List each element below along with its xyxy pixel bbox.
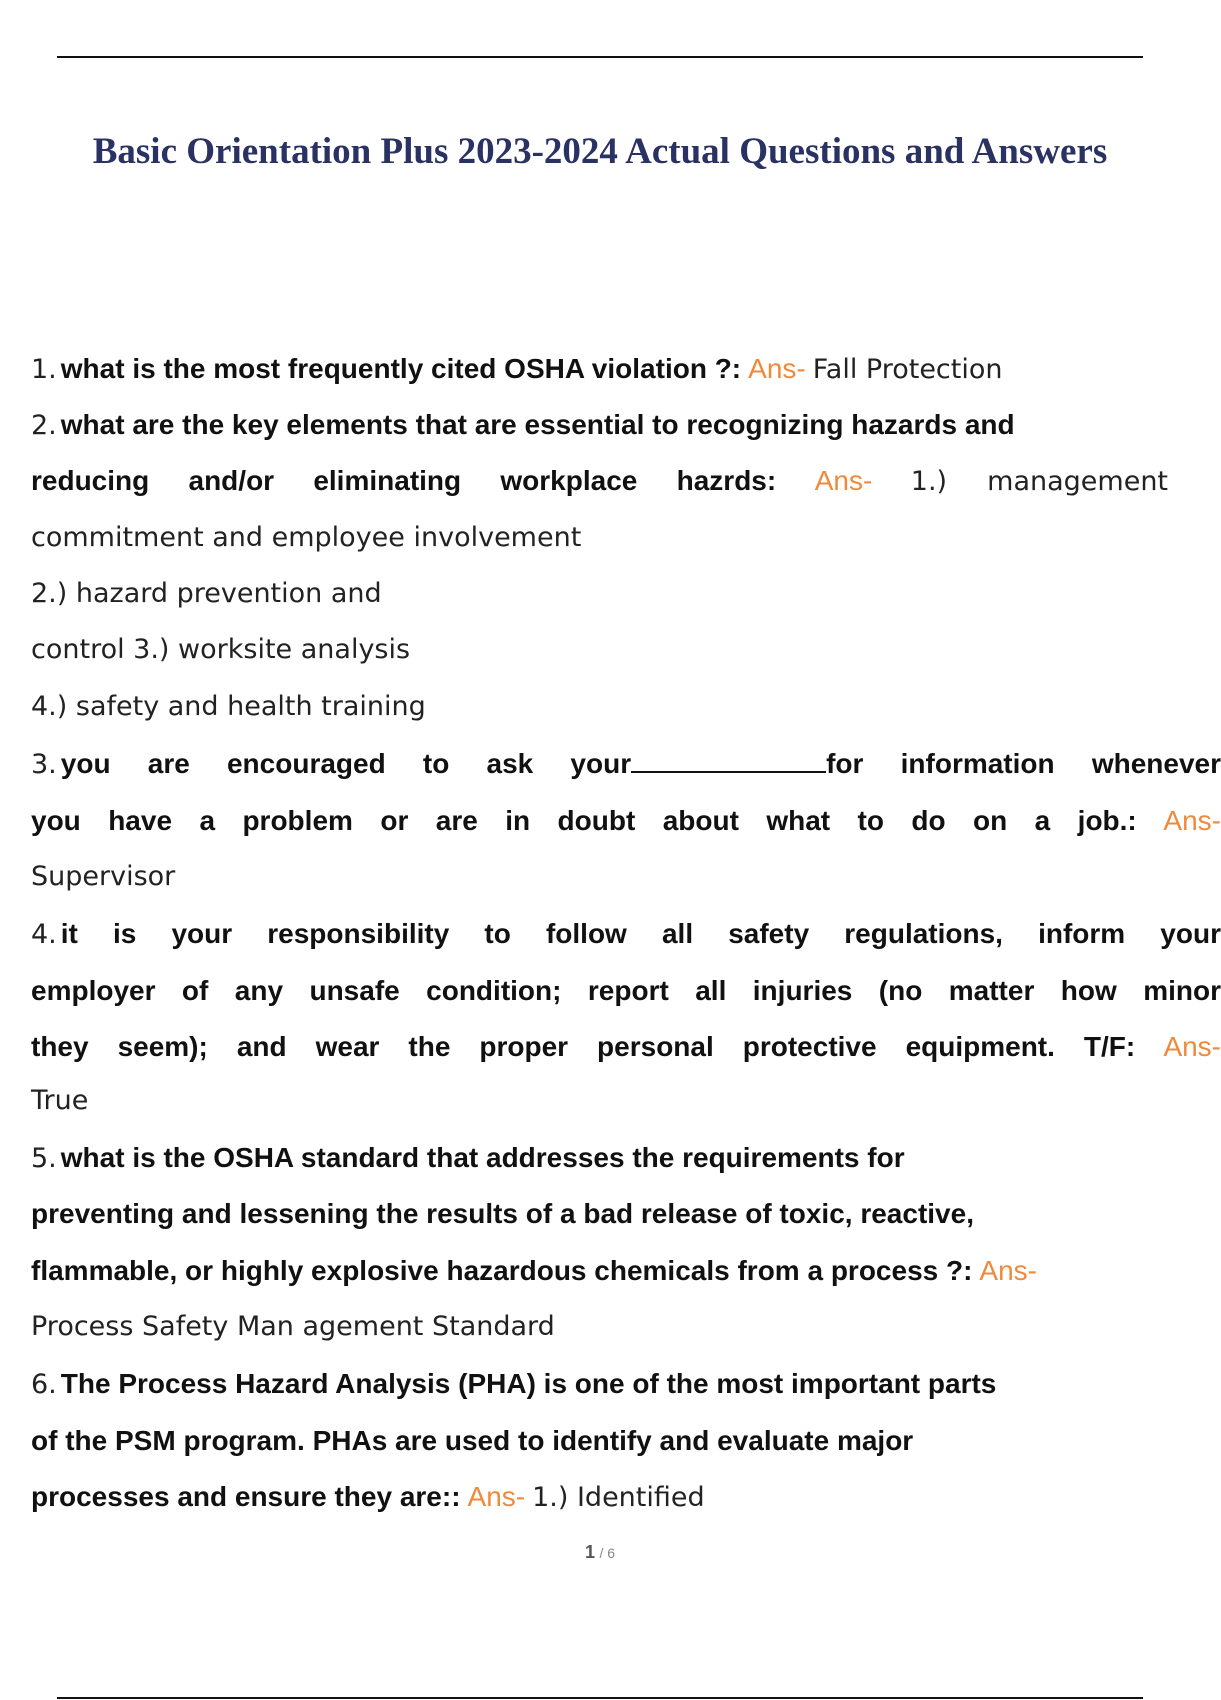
- q6-answer: 1.) Identified: [532, 1482, 705, 1513]
- q4-text: it is your responsibility to follow all safety regulations, inform your: [60, 918, 1221, 949]
- q6-number: 6.: [31, 1369, 57, 1400]
- q4-line-2: [31, 971, 1221, 1011]
- q3-number: 3.: [31, 749, 57, 780]
- q2-answer-line: [31, 574, 1168, 614]
- q2-answer: 4.) safety and health training: [31, 691, 426, 722]
- q2-text: reducing and/or eliminating workplace hazrds:: [31, 465, 777, 496]
- q1-answer: Fall Protection: [812, 354, 1003, 385]
- q5-text: flammable, or highly explosive hazardous chemicals from a process ?:: [31, 1255, 973, 1286]
- q2-line-2: [31, 461, 1168, 501]
- q5-answer: Process Safety Man agement Standard: [31, 1311, 555, 1342]
- q2-text: what are the key elements that are essential to recognizing hazards and: [60, 409, 1015, 440]
- q5-text: what is the OSHA standard that addresses the requirements for: [60, 1142, 905, 1173]
- q3-answer: Supervisor: [31, 861, 176, 892]
- q5-line-1: [31, 1138, 1168, 1178]
- q2-answer: 1.) management: [910, 466, 1169, 497]
- q6-text: processes and ensure they are::: [31, 1481, 461, 1512]
- q2-number: 2.: [31, 410, 57, 441]
- q6-text: of the PSM program. PHAs are used to identify and evaluate major: [31, 1425, 914, 1456]
- q4-line-1: [31, 914, 1221, 954]
- q6-text: The Process Hazard Analysis (PHA) is one of the most important parts: [60, 1368, 997, 1399]
- q6-line-3: [31, 1477, 1168, 1517]
- bottom-rule: [57, 1697, 1143, 1699]
- q3-line-2: [31, 801, 1221, 841]
- q5-text: preventing and lessening the results of a bad release of toxic, reactive,: [31, 1198, 974, 1229]
- fill-in-blank: [631, 745, 826, 773]
- q2-answer: commitment and employee involvement: [31, 522, 582, 553]
- q4-answer-line: [31, 1081, 1168, 1121]
- q6-line-1: [31, 1364, 1168, 1404]
- q3-text: you have a problem or are in doubt about what to do on a job.:: [31, 805, 1137, 836]
- q2-answer-line: [31, 687, 1168, 727]
- q1-line: [31, 349, 1168, 389]
- answer-label: Ans-: [748, 353, 806, 384]
- document-title: Basic Orientation Plus 2023-2024 Actual Questions and Answers: [92, 131, 1108, 172]
- q5-answer-line: [31, 1307, 1168, 1347]
- q3-answer-line: [31, 857, 1168, 897]
- q4-text: they seem); and wear the proper personal protective equipment. T/F:: [31, 1031, 1136, 1062]
- q5-line-3: [31, 1251, 1168, 1291]
- answer-label: Ans-: [979, 1255, 1037, 1286]
- current-page: 1: [584, 1542, 595, 1562]
- q4-text: employer of any unsafe condition; report all injuries (no matter how minor: [31, 975, 1221, 1006]
- q3-line-1: [31, 744, 1221, 784]
- q4-number: 4.: [31, 919, 57, 950]
- top-rule: [57, 56, 1143, 58]
- q1-text: what is the most frequently cited OSHA violation ?:: [60, 353, 742, 384]
- q2-answer: control 3.) worksite analysis: [31, 634, 411, 665]
- q2-answer-line: [31, 630, 1168, 670]
- q4-line-3: [31, 1027, 1221, 1067]
- answer-label: Ans-: [1163, 805, 1221, 836]
- q5-number: 5.: [31, 1143, 57, 1174]
- q2-answer: 2.) hazard prevention and: [31, 578, 382, 609]
- q5-line-2: [31, 1194, 1168, 1234]
- answer-label: Ans-: [814, 465, 873, 496]
- q2-answer-line: [31, 518, 1168, 558]
- q2-line-1: [31, 405, 1168, 445]
- q3-text: for information whenever: [826, 748, 1221, 779]
- answer-label: Ans-: [1163, 1031, 1221, 1062]
- answer-label: Ans-: [467, 1481, 526, 1512]
- q6-line-2: [31, 1421, 1168, 1461]
- q1-number: 1.: [31, 354, 57, 385]
- q4-answer: True: [31, 1085, 89, 1116]
- page-number: [0, 1542, 1200, 1563]
- total-pages: / 6: [599, 1545, 616, 1561]
- q3-text: you are encouraged to ask your: [60, 748, 632, 779]
